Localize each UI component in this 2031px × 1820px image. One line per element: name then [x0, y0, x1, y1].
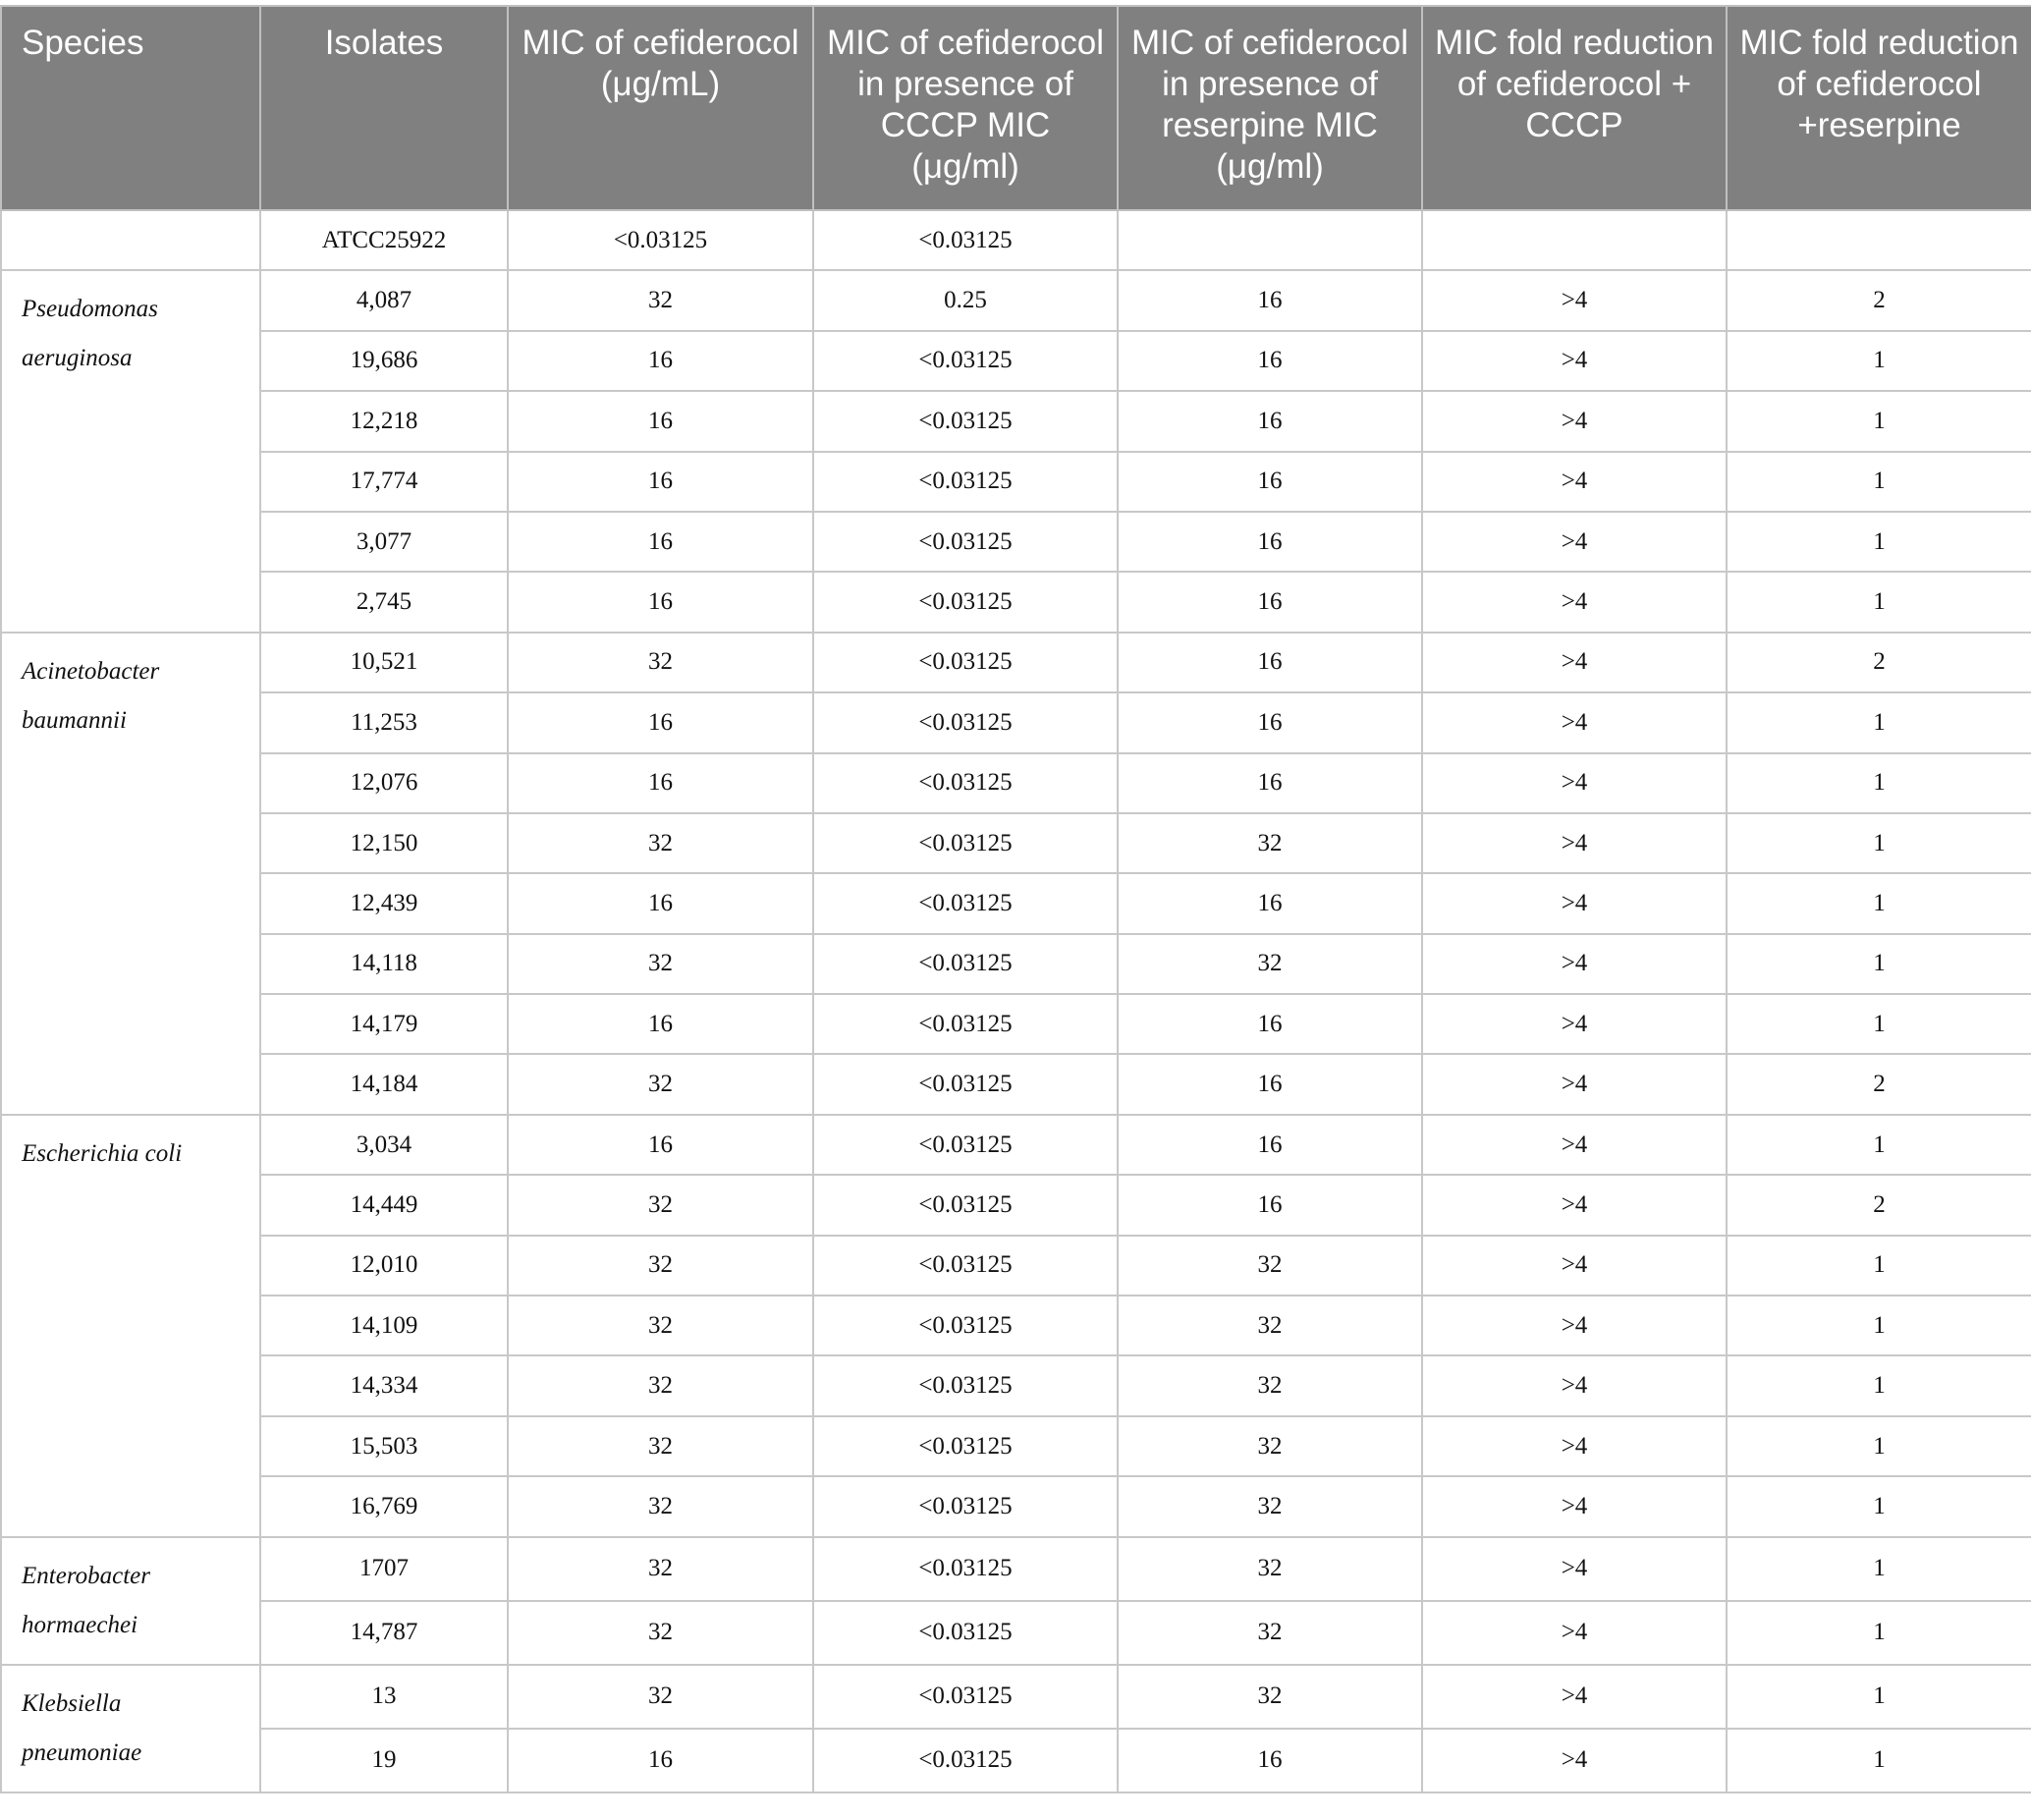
mic-cell: 16	[508, 753, 813, 813]
mic-cccp-cell: 0.25	[813, 270, 1118, 330]
table-row	[1, 1355, 2031, 1415]
mic-cccp-cell: <0.03125	[813, 753, 1118, 813]
fold-reserpine-cell: 1	[1727, 1355, 2031, 1415]
fold-reserpine-cell: 1	[1727, 1601, 2031, 1665]
isolate-cell: 14,334	[260, 1355, 508, 1415]
mic-reserpine-cell: 32	[1118, 934, 1422, 994]
isolate-cell: 11,253	[260, 692, 508, 752]
table-row	[1, 1537, 2031, 1601]
mic-cell: 32	[508, 934, 813, 994]
fold-cccp-cell: >4	[1422, 1175, 1727, 1235]
mic-cell: 32	[508, 270, 813, 330]
fold-reserpine-cell: 1	[1727, 572, 2031, 632]
table-header	[1, 6, 2031, 210]
mic-reserpine-cell: 16	[1118, 331, 1422, 391]
mic-reserpine-cell: 16	[1118, 1054, 1422, 1114]
mic-cell: 32	[508, 1175, 813, 1235]
mic-cell: 32	[508, 633, 813, 692]
table-row	[1, 692, 2031, 752]
isolate-cell: 14,787	[260, 1601, 508, 1665]
fold-cccp-cell: >4	[1422, 1296, 1727, 1355]
isolate-cell: 2,745	[260, 572, 508, 632]
isolate-cell: 19,686	[260, 331, 508, 391]
fold-cccp-cell: >4	[1422, 1476, 1727, 1536]
mic-cccp-cell: <0.03125	[813, 1537, 1118, 1601]
isolate-cell: 12,218	[260, 391, 508, 451]
mic-cell: 16	[508, 452, 813, 512]
isolate-cell: 19	[260, 1729, 508, 1792]
species-cell: Escherichia coli	[1, 1115, 260, 1537]
isolate-cell: 16,769	[260, 1476, 508, 1536]
mic-cell: 32	[508, 813, 813, 873]
fold-reserpine-cell: 1	[1727, 753, 2031, 813]
mic-reserpine-cell: 16	[1118, 572, 1422, 632]
table-row	[1, 572, 2031, 632]
fold-cccp-cell: >4	[1422, 1729, 1727, 1792]
species-cell: Enterobacter hormaechei	[1, 1537, 260, 1665]
table-row	[1, 1729, 2031, 1792]
fold-reserpine-cell: 2	[1727, 1175, 2031, 1235]
mic-cccp-cell: <0.03125	[813, 633, 1118, 692]
fold-reserpine-cell: 1	[1727, 1296, 2031, 1355]
mic-reserpine-cell: 32	[1118, 1665, 1422, 1729]
mic-cell: 16	[508, 1115, 813, 1175]
fold-reserpine-cell: 1	[1727, 1476, 2031, 1536]
mic-cell: 16	[508, 512, 813, 572]
mic-cccp-cell: <0.03125	[813, 1054, 1118, 1114]
mic-reserpine-cell: 16	[1118, 633, 1422, 692]
fold-cccp-cell: >4	[1422, 873, 1727, 933]
fold-cccp-cell: >4	[1422, 1355, 1727, 1415]
mic-reserpine-cell: 32	[1118, 1355, 1422, 1415]
fold-reserpine-cell: 1	[1727, 1665, 2031, 1729]
mic-cccp-cell: <0.03125	[813, 452, 1118, 512]
mic-cccp-cell: <0.03125	[813, 813, 1118, 873]
mic-cell: 16	[508, 994, 813, 1054]
mic-reserpine-cell: 32	[1118, 1236, 1422, 1296]
fold-cccp-cell: >4	[1422, 331, 1727, 391]
mic-reserpine-cell: 16	[1118, 391, 1422, 451]
mic-reserpine-cell: 16	[1118, 1175, 1422, 1235]
fold-cccp-cell: >4	[1422, 1665, 1727, 1729]
mic-reserpine-cell	[1118, 210, 1422, 270]
mic-cell: 32	[508, 1355, 813, 1415]
isolate-cell: 14,118	[260, 934, 508, 994]
fold-reserpine-cell: 2	[1727, 270, 2031, 330]
mic-reserpine-cell: 32	[1118, 813, 1422, 873]
mic-cell: 32	[508, 1537, 813, 1601]
table-row	[1, 873, 2031, 933]
mic-cccp-cell: <0.03125	[813, 1665, 1118, 1729]
fold-cccp-cell: >4	[1422, 1115, 1727, 1175]
mic-cccp-cell: <0.03125	[813, 1296, 1118, 1355]
mic-cccp-cell: <0.03125	[813, 1355, 1118, 1415]
mic-cccp-cell: <0.03125	[813, 1729, 1118, 1792]
table-row	[1, 1665, 2031, 1729]
isolate-cell: 14,449	[260, 1175, 508, 1235]
mic-reserpine-cell: 32	[1118, 1537, 1422, 1601]
fold-cccp-cell: >4	[1422, 934, 1727, 994]
mic-reserpine-cell: 16	[1118, 692, 1422, 752]
fold-reserpine-cell	[1727, 210, 2031, 270]
isolate-cell: 12,076	[260, 753, 508, 813]
fold-cccp-cell: >4	[1422, 1416, 1727, 1476]
mic-cell: 32	[508, 1601, 813, 1665]
fold-reserpine-cell: 2	[1727, 633, 2031, 692]
fold-cccp-cell: >4	[1422, 391, 1727, 451]
fold-cccp-cell: >4	[1422, 270, 1727, 330]
fold-cccp-cell: >4	[1422, 512, 1727, 572]
mic-cccp-cell: <0.03125	[813, 1175, 1118, 1235]
mic-cell: 32	[508, 1416, 813, 1476]
table-row	[1, 633, 2031, 692]
fold-reserpine-cell: 1	[1727, 1416, 2031, 1476]
column-header-fold-reserpine: MIC fold reduction of cefiderocol +reserpine	[1727, 6, 2031, 210]
fold-cccp-cell: >4	[1422, 633, 1727, 692]
mic-cccp-cell: <0.03125	[813, 873, 1118, 933]
mic-cell: 16	[508, 572, 813, 632]
mic-cccp-cell: <0.03125	[813, 331, 1118, 391]
fold-reserpine-cell: 2	[1727, 1054, 2031, 1114]
fold-reserpine-cell: 1	[1727, 1537, 2031, 1601]
mic-cell: 32	[508, 1054, 813, 1114]
fold-reserpine-cell: 1	[1727, 512, 2031, 572]
mic-reserpine-cell: 16	[1118, 1729, 1422, 1792]
table-row	[1, 391, 2031, 451]
species-cell: Pseudomonas aeruginosa	[1, 270, 260, 632]
isolate-cell: 12,439	[260, 873, 508, 933]
mic-reserpine-cell: 16	[1118, 512, 1422, 572]
fold-reserpine-cell: 1	[1727, 1236, 2031, 1296]
fold-cccp-cell: >4	[1422, 813, 1727, 873]
mic-reserpine-cell: 16	[1118, 1115, 1422, 1175]
isolate-cell: 4,087	[260, 270, 508, 330]
fold-cccp-cell: >4	[1422, 692, 1727, 752]
table-row	[1, 452, 2031, 512]
mic-cccp-cell: <0.03125	[813, 210, 1118, 270]
species-cell: Acinetobacter baumannii	[1, 633, 260, 1115]
table-row	[1, 934, 2031, 994]
mic-cccp-cell: <0.03125	[813, 1476, 1118, 1536]
mic-reserpine-cell: 16	[1118, 994, 1422, 1054]
isolate-cell: 1707	[260, 1537, 508, 1601]
species-cell: Klebsiella pneumoniae	[1, 1665, 260, 1792]
mic-reserpine-cell: 32	[1118, 1601, 1422, 1665]
fold-cccp-cell: >4	[1422, 994, 1727, 1054]
mic-cell: 32	[508, 1296, 813, 1355]
table-row	[1, 1054, 2031, 1114]
isolate-cell: 14,109	[260, 1296, 508, 1355]
fold-reserpine-cell: 1	[1727, 452, 2031, 512]
isolate-cell: 13	[260, 1665, 508, 1729]
fold-cccp-cell: >4	[1422, 452, 1727, 512]
fold-reserpine-cell: 1	[1727, 1729, 2031, 1792]
table-row	[1, 1236, 2031, 1296]
column-header-mic-reserpine: MIC of cefiderocol in presence of reserpine MIC (μg/ml)	[1118, 6, 1422, 210]
mic-cccp-cell: <0.03125	[813, 692, 1118, 752]
table-row	[1, 1416, 2031, 1476]
fold-reserpine-cell: 1	[1727, 1115, 2031, 1175]
isolate-cell: 10,521	[260, 633, 508, 692]
table-row	[1, 210, 2031, 270]
table-row	[1, 813, 2031, 873]
species-cell	[1, 210, 260, 270]
mic-cell: 32	[508, 1476, 813, 1536]
mic-reserpine-cell: 32	[1118, 1416, 1422, 1476]
mic-cccp-cell: <0.03125	[813, 572, 1118, 632]
isolate-cell: 17,774	[260, 452, 508, 512]
fold-cccp-cell	[1422, 210, 1727, 270]
table-row	[1, 331, 2031, 391]
fold-cccp-cell: >4	[1422, 1537, 1727, 1601]
mic-cell: 16	[508, 692, 813, 752]
fold-reserpine-cell: 1	[1727, 813, 2031, 873]
mic-cccp-cell: <0.03125	[813, 1236, 1118, 1296]
fold-cccp-cell: >4	[1422, 572, 1727, 632]
mic-reserpine-cell: 16	[1118, 452, 1422, 512]
mic-cell: 16	[508, 331, 813, 391]
table-row	[1, 994, 2031, 1054]
isolate-cell: 14,184	[260, 1054, 508, 1114]
table-row	[1, 1296, 2031, 1355]
column-header-fold-cccp: MIC fold reduction of cefiderocol + CCCP	[1422, 6, 1727, 210]
mic-cell: 16	[508, 873, 813, 933]
mic-cell: 32	[508, 1665, 813, 1729]
table-row	[1, 753, 2031, 813]
mic-cell: 16	[508, 1729, 813, 1792]
column-header-isolates: Isolates	[260, 6, 508, 210]
fold-cccp-cell: >4	[1422, 753, 1727, 813]
mic-cccp-cell: <0.03125	[813, 512, 1118, 572]
fold-reserpine-cell: 1	[1727, 994, 2031, 1054]
fold-reserpine-cell: 1	[1727, 391, 2031, 451]
mic-table	[0, 5, 2031, 1793]
column-header-mic-cccp: MIC of cefiderocol in presence of CCCP MIC (μg/ml)	[813, 6, 1118, 210]
mic-cccp-cell: <0.03125	[813, 1115, 1118, 1175]
mic-cell: <0.03125	[508, 210, 813, 270]
mic-reserpine-cell: 16	[1118, 270, 1422, 330]
column-header-species: Species	[1, 6, 260, 210]
fold-reserpine-cell: 1	[1727, 873, 2031, 933]
fold-cccp-cell: >4	[1422, 1054, 1727, 1114]
isolate-cell: 3,034	[260, 1115, 508, 1175]
isolate-cell: ATCC25922	[260, 210, 508, 270]
table-row	[1, 512, 2031, 572]
isolate-cell: 3,077	[260, 512, 508, 572]
table-body	[1, 210, 2031, 1792]
mic-cccp-cell: <0.03125	[813, 994, 1118, 1054]
isolate-cell: 12,010	[260, 1236, 508, 1296]
mic-cccp-cell: <0.03125	[813, 1416, 1118, 1476]
fold-reserpine-cell: 1	[1727, 331, 2031, 391]
mic-cell: 16	[508, 391, 813, 451]
fold-cccp-cell: >4	[1422, 1601, 1727, 1665]
table-row	[1, 1175, 2031, 1235]
table-row	[1, 1115, 2031, 1175]
table-row	[1, 1476, 2031, 1536]
table-row	[1, 1601, 2031, 1665]
isolate-cell: 15,503	[260, 1416, 508, 1476]
isolate-cell: 14,179	[260, 994, 508, 1054]
mic-cccp-cell: <0.03125	[813, 934, 1118, 994]
mic-cell: 32	[508, 1236, 813, 1296]
fold-reserpine-cell: 1	[1727, 692, 2031, 752]
fold-cccp-cell: >4	[1422, 1236, 1727, 1296]
fold-reserpine-cell: 1	[1727, 934, 2031, 994]
mic-cccp-cell: <0.03125	[813, 1601, 1118, 1665]
mic-reserpine-cell: 32	[1118, 1476, 1422, 1536]
mic-reserpine-cell: 32	[1118, 1296, 1422, 1355]
isolate-cell: 12,150	[260, 813, 508, 873]
table-row	[1, 270, 2031, 330]
mic-cccp-cell: <0.03125	[813, 391, 1118, 451]
mic-reserpine-cell: 16	[1118, 753, 1422, 813]
column-header-mic: MIC of cefiderocol (μg/mL)	[508, 6, 813, 210]
mic-reserpine-cell: 16	[1118, 873, 1422, 933]
